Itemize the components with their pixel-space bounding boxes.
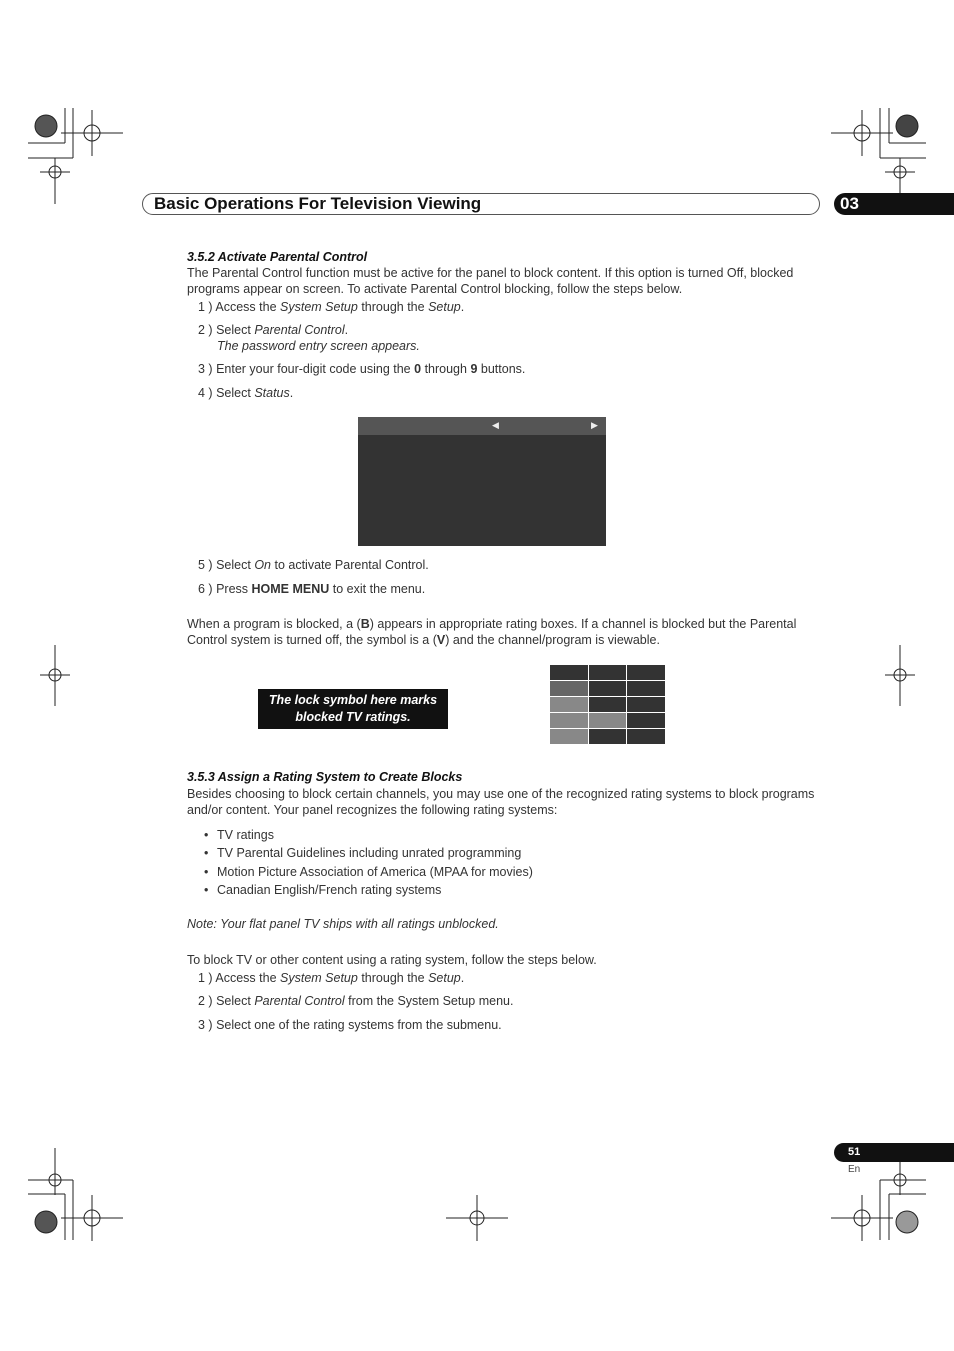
section-intro: The Parental Control function must be active for the panel to block content. If this option is turned Off, blocked programs appear on screen. To activate Parental Control blocking, follow the steps below.	[187, 266, 794, 296]
step-4: 4 ) Select Status.	[198, 386, 294, 400]
right-arrow-icon: ▶	[591, 420, 598, 430]
list-item: • TV ratings	[204, 826, 533, 844]
section-heading-parental-control: 3.5.2 Activate Parental Control	[187, 250, 368, 264]
step-2-note: The password entry screen appears.	[217, 339, 420, 353]
status-menu-bar	[358, 417, 606, 435]
left-arrow-icon: ◀	[492, 420, 499, 430]
chapter-number: 03	[840, 194, 859, 213]
page-number: 51	[848, 1146, 861, 1158]
step-2: 2 ) Select Parental Control.	[198, 323, 349, 337]
step-2: 2 ) Select Parental Control from the System Setup menu.	[198, 994, 514, 1008]
step-5: 5 ) Select On to activate Parental Control.	[198, 558, 429, 572]
page-title: Basic Operations For Television Viewing	[154, 194, 482, 213]
list-item: • Canadian English/French rating systems	[204, 881, 533, 899]
section-heading-rating-system: 3.5.3 Assign a Rating System to Create Blocks	[187, 770, 463, 784]
steps-lead: To block TV or other content using a rating system, follow the steps below.	[187, 953, 597, 967]
rating-grid	[550, 665, 666, 745]
step-1: 1 ) Access the System Setup through the Setup.	[198, 300, 465, 314]
step-1: 1 ) Access the System Setup through the Setup.	[198, 971, 465, 985]
step-3: 3 ) Select one of the rating systems from the submenu.	[198, 1018, 502, 1032]
step-3: 3 ) Enter your four-digit code using the 0 through 9 buttons.	[198, 362, 526, 376]
status-menu-screenshot	[358, 417, 606, 546]
rating-systems-list	[204, 826, 533, 899]
list-item: • TV Parental Guidelines including unrated programming	[204, 844, 533, 862]
lock-symbol-callout: The lock symbol here marks blocked TV ratings.	[258, 689, 448, 729]
step-6: 6 ) Press HOME MENU to exit the menu.	[198, 582, 426, 596]
section-2-intro: Besides choosing to block certain channels, you may use one of the recognized rating systems to block programs and/or content. Your panel recognizes the following rating systems:	[187, 787, 815, 817]
list-item: • Motion Picture Association of America (MPAA for movies)	[204, 863, 533, 881]
page-language: En	[848, 1164, 861, 1175]
blocked-explanation: When a program is blocked, a (B) appears in appropriate rating boxes. If a channel is blocked but the Parental Control system is turned off, the symbol is a (V) and the channel/program is viewable.	[187, 617, 797, 647]
ratings-note: Note: Your flat panel TV ships with all ratings unblocked.	[187, 917, 499, 931]
